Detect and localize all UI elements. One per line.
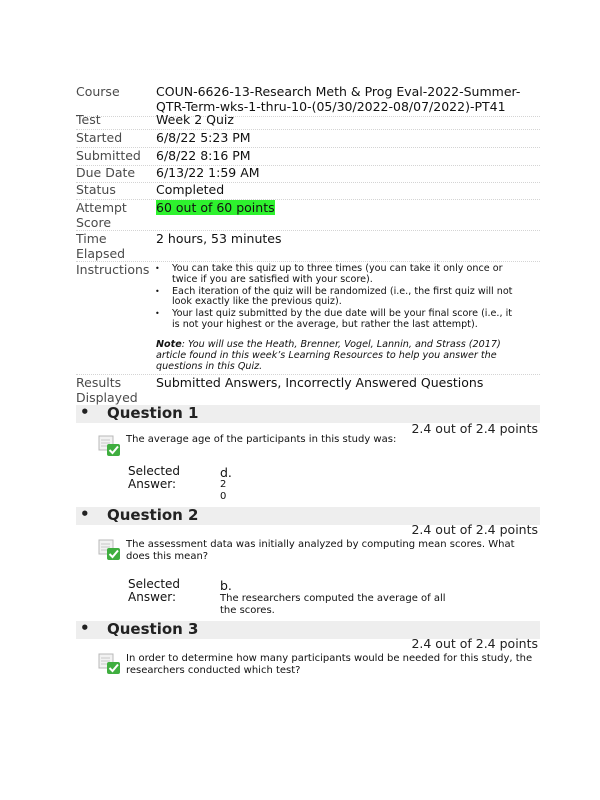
- course-value-line2: QTR-Term-wks-1-thru-10-(05/30/2022-08/07/2022)-PT41: [156, 99, 506, 114]
- question-1-text: The average age of the participants in this study was:: [126, 434, 397, 445]
- question-2-selected-label: Selected Answer:: [128, 577, 181, 604]
- question-2-title: Question 2: [107, 506, 199, 524]
- test-value: Week 2 Quiz: [156, 112, 234, 127]
- results-displayed-label: [76, 375, 154, 405]
- correct-answer-icon: [98, 435, 122, 457]
- course-value: [156, 84, 520, 114]
- course-value-line1: COUN-6626-13-Research Meth & Prog Eval-2022-Summer-: [156, 84, 521, 99]
- instruction-item: • Your last quiz submitted by the due date will be your final score (i.e., it is not your highest or the average, but rather the last attempt).: [155, 308, 513, 330]
- attempt-score-row: [76, 200, 540, 231]
- started-row: [76, 130, 540, 148]
- question-3-text: In order to determine how many participants would be needed for this study, the researchers conducted which test?: [126, 653, 533, 676]
- results-displayed-row: [76, 375, 540, 403]
- question-2-answer-text: The researchers computed the average of all the scores.: [220, 593, 446, 616]
- time-elapsed-row: [76, 231, 540, 262]
- question-1-title: Question 1: [107, 404, 199, 422]
- instructions-list: [155, 263, 517, 332]
- instruction-item: • You can take this quiz up to three times (you can take it only once or twice if you are satisfied with your score).: [155, 263, 503, 285]
- question-2-answer-letter: b.: [220, 578, 232, 593]
- correct-answer-icon: [98, 539, 122, 561]
- status-row: [76, 182, 540, 200]
- bullet: •: [155, 286, 160, 296]
- question-1-answer-text: 2 0: [220, 479, 227, 502]
- question-3-bullet: •: [80, 619, 90, 637]
- correct-answer-icon: [98, 653, 122, 675]
- score-highlight: 60 out of 60 points: [156, 200, 275, 215]
- due-date-label: Due Date: [76, 165, 136, 180]
- course-label: Course: [76, 84, 120, 99]
- instructions-row: [76, 262, 540, 375]
- status-value: Completed: [156, 182, 225, 197]
- submitted-row: [76, 148, 540, 166]
- bullet: •: [155, 264, 160, 273]
- instruction-item: • Each iteration of the quiz will be randomized (i.e., the first quiz will not look exactly like the previous quiz).: [155, 285, 513, 308]
- status-label: Status: [76, 182, 116, 197]
- results-label-line1: Results: [76, 375, 122, 390]
- results-displayed-value: Submitted Answers, Incorrectly Answered Questions: [156, 375, 484, 390]
- due-date-row: [76, 165, 540, 183]
- test-row: [76, 112, 540, 130]
- time-label-line1: Time: [76, 231, 107, 246]
- attempt-label-line2: Score: [76, 215, 112, 230]
- note-text: : You will use the Heath, Brenner, Vogel, Lannin, and Strass (2017) article found in this week’s Learning Resources to help you answer the questions in this Quiz.: [156, 339, 501, 372]
- submitted-label: Submitted: [76, 148, 141, 163]
- bullet: •: [155, 309, 160, 319]
- attempt-score-label: [76, 200, 154, 230]
- note-label: Note: [156, 339, 182, 350]
- instructions-note: [156, 339, 501, 372]
- question-2-text: The assessment data was initially analyzed by computing mean scores. What does this mean?: [126, 539, 515, 562]
- test-label: Test: [76, 112, 101, 127]
- time-label-line2: Elapsed: [76, 246, 126, 261]
- time-elapsed-label: [76, 231, 154, 261]
- due-date-value: 6/13/22 1:59 AM: [156, 165, 260, 180]
- attempt-score-value: [156, 200, 275, 215]
- started-value: 6/8/22 5:23 PM: [156, 130, 251, 145]
- question-3-points: 2.4 out of 2.4 points: [411, 636, 538, 651]
- question-2-bullet: •: [80, 505, 90, 523]
- question-3-title: Question 3: [107, 620, 199, 638]
- question-1-selected-label: Selected Answer:: [128, 464, 181, 491]
- time-elapsed-value: 2 hours, 53 minutes: [156, 231, 282, 246]
- results-label-line2: Displayed: [76, 390, 138, 405]
- question-1-points: 2.4 out of 2.4 points: [411, 421, 538, 436]
- question-2-points: 2.4 out of 2.4 points: [411, 522, 538, 537]
- question-1-answer-letter: d.: [220, 465, 232, 480]
- attempt-label-line1: Attempt: [76, 200, 127, 215]
- started-label: Started: [76, 130, 123, 145]
- question-1-bullet: •: [80, 403, 90, 421]
- instructions-label: Instructions: [76, 262, 150, 277]
- submitted-value: 6/8/22 8:16 PM: [156, 148, 251, 163]
